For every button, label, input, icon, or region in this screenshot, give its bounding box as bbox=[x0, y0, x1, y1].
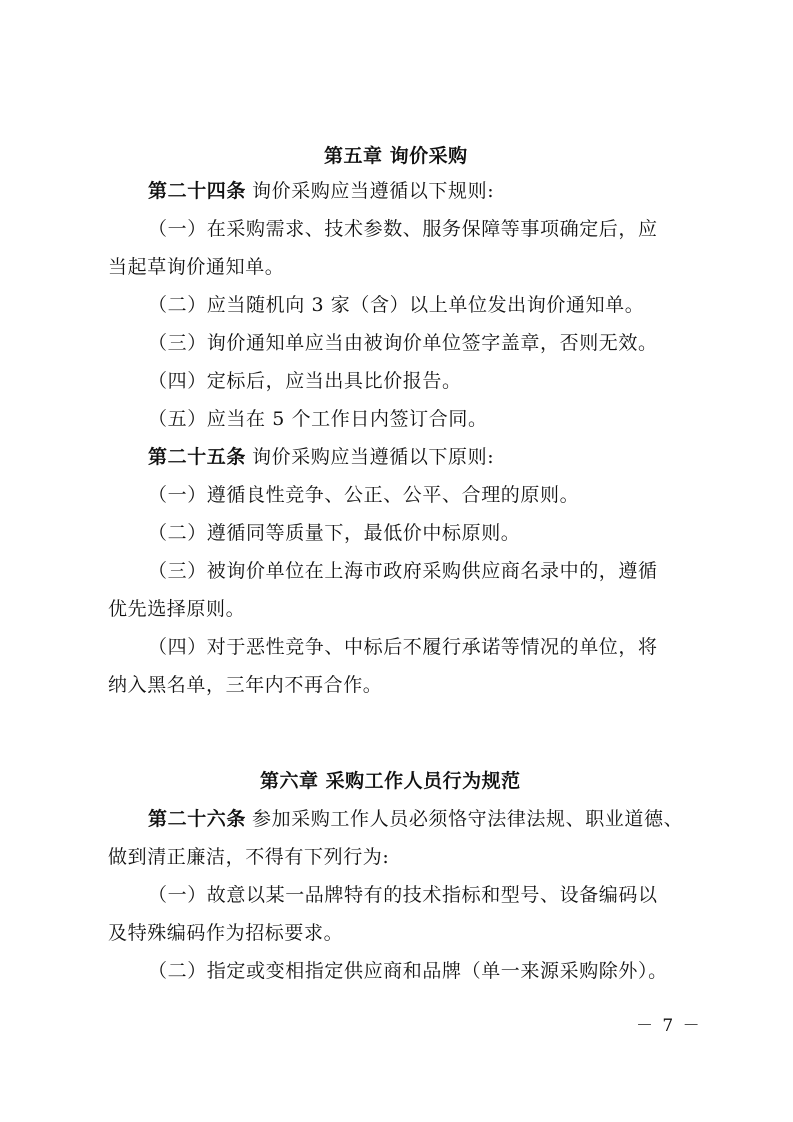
article-24 bbox=[148, 178, 494, 204]
article-24-text: 询价采购应当遵循以下规则: bbox=[252, 180, 495, 202]
article-24-item-1: （一）在采购需求、技术参数、服务保障等事项确定后，应 bbox=[148, 218, 658, 240]
article-26-item-1: （一）故意以某一品牌特有的技术指标和型号、设备编码以 bbox=[148, 884, 658, 906]
article-24-label: 第二十四条 bbox=[148, 180, 247, 202]
article-24-item-1-cont: 当起草询价通知单。 bbox=[108, 256, 285, 278]
article-24-item-2: （二）应当随机向 3 家（含）以上单位发出询价通知单。 bbox=[148, 294, 645, 316]
article-25-item-3-cont: 优先选择原则。 bbox=[108, 598, 246, 620]
article-25 bbox=[148, 444, 494, 470]
chapter-5-title: 第五章 询价采购 bbox=[324, 145, 468, 167]
article-24-item-3: （三）询价通知单应当由被询价单位签字盖章，否则无效。 bbox=[148, 332, 658, 354]
article-26-text-cont: 做到清正廉洁，不得有下列行为: bbox=[108, 846, 390, 868]
article-25-label: 第二十五条 bbox=[148, 446, 247, 468]
article-26-item-1-cont: 及特殊编码作为招标要求。 bbox=[108, 922, 344, 944]
article-24-item-5: （五）应当在 5 个工作日内签订合同。 bbox=[148, 408, 488, 430]
article-25-item-2: （二）遵循同等质量下，最低价中标原则。 bbox=[148, 522, 521, 544]
chapter-6-title: 第六章 采购工作人员行为规范 bbox=[260, 770, 521, 792]
article-25-item-4: （四）对于恶性竞争、中标后不履行承诺等情况的单位，将 bbox=[148, 636, 658, 658]
article-25-item-4-cont: 纳入黑名单，三年内不再合作。 bbox=[108, 674, 383, 696]
page-number: － 7 － bbox=[636, 1016, 702, 1036]
article-26-item-2: （二）指定或变相指定供应商和品牌（单一来源采购除外）。 bbox=[148, 960, 668, 982]
article-26-text: 参加采购工作人员必须恪守法律法规、职业道德、 bbox=[252, 808, 684, 830]
article-24-item-4: （四）定标后，应当出具比价报告。 bbox=[148, 370, 462, 392]
article-26-label: 第二十六条 bbox=[148, 808, 247, 830]
article-25-item-3: （三）被询价单位在上海市政府采购供应商名录中的，遵循 bbox=[148, 560, 658, 582]
article-25-item-1: （一）遵循良性竞争、公正、公平、合理的原则。 bbox=[148, 484, 580, 506]
article-26 bbox=[148, 806, 683, 832]
article-25-text: 询价采购应当遵循以下原则: bbox=[252, 446, 495, 468]
